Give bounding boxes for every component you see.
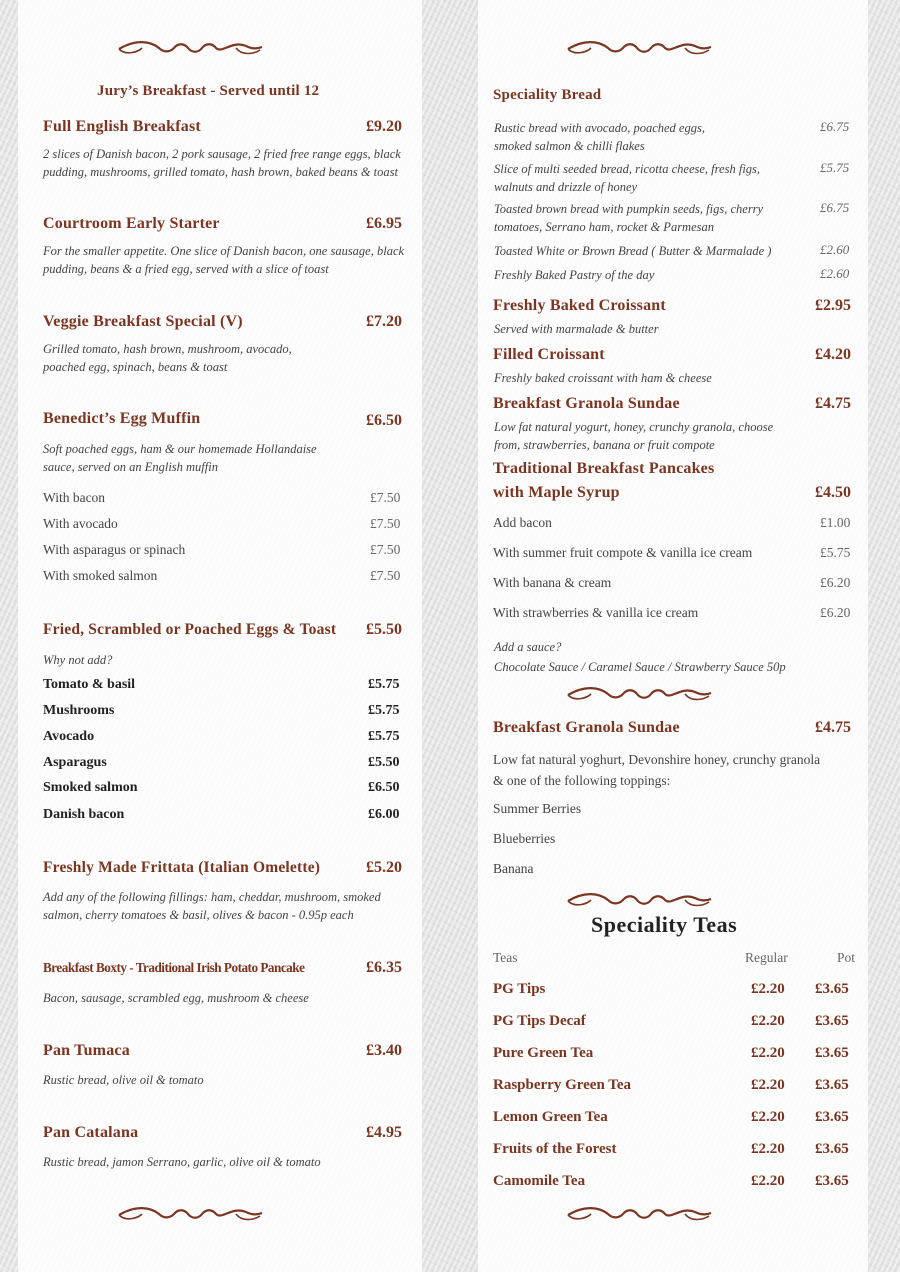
tea-name: PG Tips Decaf [493, 1013, 586, 1029]
frittata-desc: Add any of the following fillings: ham, cheddar, mushroom, smoked salmon, cherry tomatoes & basil, olives & bacon - 0.95p each [43, 890, 381, 922]
pancake-option-label: Add bacon [493, 515, 552, 530]
egg-addon-label: Danish bacon [43, 807, 125, 822]
middle-right-flourish-icon [563, 684, 713, 706]
top-left-flourish-icon [114, 38, 264, 60]
pancake-option-price: £6.20 [820, 605, 851, 620]
granola2-name: Breakfast Granola Sundae [493, 719, 680, 736]
veggie-desc: Grilled tomato, hash brown, mushroom, avocado, poached egg, spinach, beans & toast [43, 342, 292, 374]
full-english-price: £9.20 [366, 118, 402, 135]
croissant-name: Freshly Baked Croissant [493, 297, 666, 314]
full-english-desc: 2 slices of Danish bacon, 2 pork sausage, 2 fried free range eggs, black pudding, mushrooms, grilled tomato, hash brown, baked beans & toast [43, 147, 401, 179]
granola2-price: £4.75 [815, 719, 851, 736]
tea-regular-price: £2.20 [751, 1013, 785, 1029]
top-right-flourish-icon [563, 38, 713, 60]
pancakes-price: £4.50 [815, 484, 851, 501]
teas-col-name: Teas [493, 950, 518, 965]
eggs-price: £5.50 [366, 621, 402, 638]
bread-desc: Rustic bread with avocado, poached eggs, smoked salmon & chilli flakes [494, 121, 705, 153]
pancake-option-price: £6.20 [820, 575, 851, 590]
benedict-name: Benedict’s Egg Muffin [43, 410, 201, 427]
benedict-price: £6.50 [366, 412, 402, 429]
speciality-teas-title: Speciality Teas [591, 912, 738, 937]
benedict-desc: Soft poached eggs, ham & our homemade Hollandaise sauce, served on an English muffin [43, 442, 317, 474]
pancake-option-label: With banana & cream [493, 575, 612, 590]
filled-croissant-price: £4.20 [815, 346, 851, 363]
tea-pot-price: £3.65 [815, 1045, 849, 1061]
tea-pot-price: £3.65 [815, 1141, 849, 1157]
bread-desc: Toasted brown bread with pumpkin seeds, figs, cherry tomatoes, Serrano ham, rocket & Parmesan [494, 202, 764, 234]
bread-price: £2.60 [820, 266, 850, 281]
bread-desc: Slice of multi seeded bread, ricotta cheese, fresh figs, walnuts and drizzle of honey [494, 162, 761, 194]
filled-croissant-name: Filled Croissant [493, 346, 605, 363]
granola-price: £4.75 [815, 395, 851, 412]
tea-pot-price: £3.65 [815, 1173, 849, 1189]
egg-addon-label: Avocado [43, 729, 95, 744]
topping-item: Blueberries [493, 831, 556, 846]
tea-regular-price: £2.20 [751, 981, 785, 997]
topping-item: Summer Berries [493, 801, 582, 816]
benedict-option-label: With bacon [43, 490, 106, 505]
egg-addon-price: £5.75 [368, 677, 400, 692]
boxty-price: £6.35 [366, 959, 402, 976]
frittata-name: Freshly Made Frittata (Italian Omelette) [43, 859, 321, 876]
courtroom-price: £6.95 [366, 215, 402, 232]
filled-croissant-desc: Freshly baked croissant with ham & cheese [494, 371, 712, 385]
tea-name: Raspberry Green Tea [493, 1077, 632, 1093]
egg-addon-price: £5.75 [368, 703, 400, 718]
catalana-price: £4.95 [366, 1124, 402, 1141]
bread-price: £2.60 [820, 242, 850, 257]
egg-addon-price: £6.00 [368, 807, 400, 822]
egg-addon-label: Mushrooms [43, 703, 115, 718]
egg-addon-price: £5.75 [368, 729, 400, 744]
tea-regular-price: £2.20 [751, 1173, 785, 1189]
tea-regular-price: £2.20 [751, 1077, 785, 1093]
pancakes-name-line1: Traditional Breakfast Pancakes [493, 460, 715, 477]
pancake-option-label: With strawberries & vanilla ice cream [493, 605, 699, 620]
speciality-bread-title: Speciality Bread [493, 87, 602, 103]
teas-col-regular: Regular [745, 950, 788, 965]
benedict-option-price: £7.50 [370, 516, 401, 531]
tea-pot-price: £3.65 [815, 981, 849, 997]
tea-regular-price: £2.20 [751, 1109, 785, 1125]
bread-price: £6.75 [820, 119, 850, 134]
breakfast-section-title: Jury’s Breakfast - Served until 12 [97, 83, 320, 99]
tea-name: Lemon Green Tea [493, 1109, 608, 1125]
pancake-option-price: £5.75 [820, 545, 851, 560]
left-menu-panel [18, 0, 422, 1272]
sauce-prompt: Add a sauce? [494, 640, 562, 654]
catalana-name: Pan Catalana [43, 1124, 139, 1141]
tea-name: Fruits of the Forest [493, 1141, 617, 1157]
benedict-option-price: £7.50 [370, 568, 401, 583]
veggie-name: Veggie Breakfast Special (V) [43, 313, 243, 330]
boxty-desc: Bacon, sausage, scrambled egg, mushroom & cheese [43, 991, 309, 1005]
tea-name: PG Tips [493, 981, 546, 997]
egg-addon-label: Tomato & basil [43, 677, 136, 692]
tea-regular-price: £2.20 [751, 1141, 785, 1157]
benedict-option-price: £7.50 [370, 490, 401, 505]
bread-price: £5.75 [820, 160, 850, 175]
veggie-price: £7.20 [366, 313, 402, 330]
egg-addon-price: £6.50 [368, 780, 400, 795]
tea-pot-price: £3.65 [815, 1013, 849, 1029]
bread-desc: Toasted White or Brown Bread ( Butter & Marmalade ) [494, 244, 772, 258]
catalana-desc: Rustic bread, jamon Serrano, garlic, olive oil & tomato [43, 1155, 321, 1169]
tumaca-desc: Rustic bread, olive oil & tomato [43, 1073, 204, 1087]
tea-name: Pure Green Tea [493, 1045, 594, 1061]
bottom-right-flourish-icon [563, 1204, 713, 1226]
eggs-note: Why not add? [43, 653, 113, 667]
egg-addon-label: Asparagus [43, 755, 107, 770]
teas-flourish-icon [563, 890, 713, 912]
pancakes-name-line2: with Maple Syrup [493, 484, 620, 501]
benedict-option-price: £7.50 [370, 542, 401, 557]
frittata-price: £5.20 [366, 859, 402, 876]
bread-desc: Freshly Baked Pastry of the day [494, 268, 655, 282]
benedict-option-label: With avocado [43, 516, 118, 531]
granola-desc: Low fat natural yogurt, honey, crunchy granola, choose from, strawberries, banana or fruit compote [494, 420, 774, 452]
tumaca-name: Pan Tumaca [43, 1042, 130, 1059]
bread-price: £6.75 [820, 200, 850, 215]
topping-item: Banana [493, 861, 534, 876]
tumaca-price: £3.40 [366, 1042, 402, 1059]
tea-regular-price: £2.20 [751, 1045, 785, 1061]
boxty-name: Breakfast Boxty - Traditional Irish Potato Pancake [43, 960, 305, 975]
tea-pot-price: £3.65 [815, 1077, 849, 1093]
tea-pot-price: £3.65 [815, 1109, 849, 1125]
croissant-price: £2.95 [815, 297, 851, 314]
courtroom-name: Courtroom Early Starter [43, 215, 220, 232]
benedict-option-label: With smoked salmon [43, 568, 158, 583]
right-menu-panel [478, 0, 868, 1272]
teas-col-pot: Pot [837, 950, 856, 965]
croissant-desc: Served with marmalade & butter [494, 322, 659, 336]
egg-addon-label: Smoked salmon [43, 780, 138, 795]
egg-addon-price: £5.50 [368, 755, 400, 770]
eggs-name: Fried, Scrambled or Poached Eggs & Toast [43, 621, 337, 638]
pancake-option-label: With summer fruit compote & vanilla ice cream [493, 545, 753, 560]
benedict-option-label: With asparagus or spinach [43, 542, 186, 557]
tea-name: Camomile Tea [493, 1173, 586, 1189]
granola-name: Breakfast Granola Sundae [493, 395, 680, 412]
full-english-name: Full English Breakfast [43, 118, 201, 135]
courtroom-desc: For the smaller appetite. One slice of Danish bacon, one sausage, black pudding, beans & a fried egg, served with a slice of toast [43, 244, 405, 276]
pancake-option-price: £1.00 [820, 515, 851, 530]
granola2-desc: Low fat natural yoghurt, Devonshire honey, crunchy granola & one of the following toppings: [493, 752, 821, 788]
bottom-left-flourish-icon [114, 1204, 264, 1226]
sauce-options: Chocolate Sauce / Caramel Sauce / Strawberry Sauce 50p [494, 660, 786, 674]
